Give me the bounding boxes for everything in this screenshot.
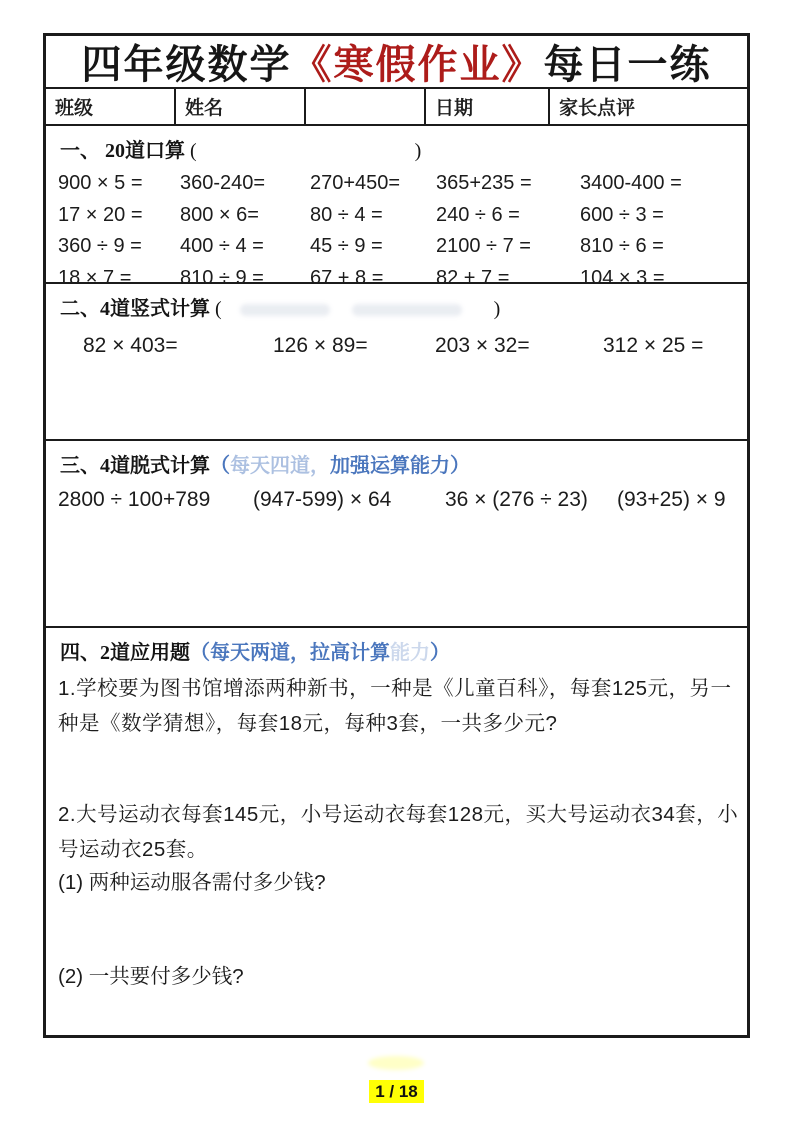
offform-problems-row: [58, 488, 747, 512]
oral-problem: 365+235 =: [436, 172, 532, 195]
section-vertical-calculation: [46, 284, 747, 441]
info-cell-blank: [306, 89, 426, 124]
offform-problem: (93+25) × 9: [617, 488, 726, 511]
oral-problem: 3400-400 =: [580, 172, 682, 195]
word-problem-2-sub1: (1) 两种运动服各需付多少钱?: [58, 871, 326, 894]
page-title: [46, 36, 747, 89]
vertical-problem: 82 × 403=: [83, 334, 178, 358]
section4-note-paren-close: ）: [430, 642, 450, 664]
erased-text-smudge: [240, 304, 330, 316]
section2-paren-close: ): [493, 298, 501, 320]
section3-note: 加强运算能力: [330, 455, 450, 477]
oral-problem: 18 × 7 =: [58, 266, 132, 289]
oral-problem: 600 ÷ 3 =: [580, 203, 664, 226]
vertical-problem: 203 × 32=: [435, 334, 530, 358]
oral-problem: 400 ÷ 4 =: [180, 235, 264, 258]
section2-paren-open: (: [215, 298, 222, 320]
info-cell-date: [426, 89, 550, 124]
oral-problem: 240 ÷ 6 =: [436, 203, 520, 226]
section-oral-arithmetic: [46, 126, 747, 289]
section4-note: 每天两道，拉高计算: [210, 642, 390, 664]
highlight-smudge: [368, 1056, 424, 1070]
offform-problem: 36 × (276 ÷ 23): [445, 488, 588, 511]
section3-note-paren-open: （: [210, 455, 230, 477]
section1-blank-note: [197, 140, 415, 164]
oral-problem: 360-240=: [180, 172, 266, 195]
section4-note-paren-open: （: [190, 642, 210, 664]
title-part2: 每日一练: [543, 42, 712, 87]
oral-problems-grid: [58, 168, 747, 294]
title-part1: 四年级数学: [81, 42, 292, 87]
section3-note-faded: 每天四道，: [230, 455, 330, 477]
vertical-problems-row: [83, 334, 747, 358]
oral-problem: 82 + 7 =: [436, 266, 510, 289]
oral-problem: 810 ÷ 9 =: [180, 266, 264, 289]
section1-title: 一、 20道口算: [60, 140, 185, 162]
oral-problem: 900 × 5 =: [58, 172, 143, 195]
oral-problem: 810 ÷ 6 =: [580, 235, 664, 258]
oral-problem: 360 ÷ 9 =: [58, 235, 142, 258]
section1-heading: [60, 134, 747, 164]
section4-title: 四、2道应用题: [60, 642, 190, 664]
page-number-badge: 1 / 18: [369, 1080, 424, 1103]
info-label-parent-comment: 家长点评: [559, 98, 636, 119]
info-cell-class: [46, 89, 176, 124]
section-word-problems: [46, 628, 747, 1035]
info-label-date: 日期: [435, 98, 474, 119]
info-cell-name: [176, 89, 306, 124]
oral-problem: 67 + 8 =: [310, 266, 384, 289]
word-problem-2: 2.大号运动衣每套145元，小号运动衣每套128元，买大号运动衣34套，小号运动衣25套。: [58, 803, 739, 861]
section4-note-ghost: 能力: [390, 642, 430, 664]
section3-heading: [60, 449, 747, 478]
offform-problem: 2800 ÷ 100+789: [58, 488, 211, 511]
section-offform-calculation: [46, 441, 747, 628]
section2-title: 二、4道竖式计算: [60, 298, 210, 320]
page-footer: [0, 1080, 793, 1103]
erased-text-smudge: [352, 304, 462, 316]
oral-problem: 45 ÷ 9 =: [310, 235, 383, 258]
oral-problem: 80 ÷ 4 =: [310, 203, 383, 226]
section4-heading: [60, 636, 747, 665]
info-cell-parent-comment: [550, 89, 747, 124]
info-label-class: 班级: [55, 98, 94, 119]
info-header-row: [46, 89, 747, 126]
section3-note-paren-close: ）: [450, 455, 470, 477]
oral-problem: 800 × 6=: [180, 203, 259, 226]
info-label-name: 姓名: [185, 98, 224, 119]
word-problem-2-sub2: (2) 一共要付多少钱?: [58, 965, 244, 988]
offform-problem: (947-599) × 64: [253, 488, 392, 511]
section1-paren-open: (: [190, 140, 197, 162]
section2-erased-note: [222, 298, 494, 322]
section1-paren-close: ): [414, 140, 422, 162]
section3-title: 三、4道脱式计算: [60, 455, 210, 477]
worksheet-page: [43, 33, 750, 1038]
oral-problem: 270+450=: [310, 172, 401, 195]
oral-problem: 104 × 3 =: [580, 266, 665, 289]
word-problem-1: 1.学校要为图书馆增添两种新书，一种是《儿童百科》，每套125元，另一种是《数学猜想》，每套18元，每种3套，一共多少元?: [58, 677, 732, 735]
section2-heading: [60, 292, 747, 322]
vertical-problem: 126 × 89=: [273, 334, 368, 358]
vertical-problem: 312 × 25 =: [603, 334, 704, 358]
title-highlight-red: 《寒假作业》: [291, 42, 544, 87]
oral-problem: 17 × 20 =: [58, 203, 143, 226]
oral-problem: 2100 ÷ 7 =: [436, 235, 531, 258]
